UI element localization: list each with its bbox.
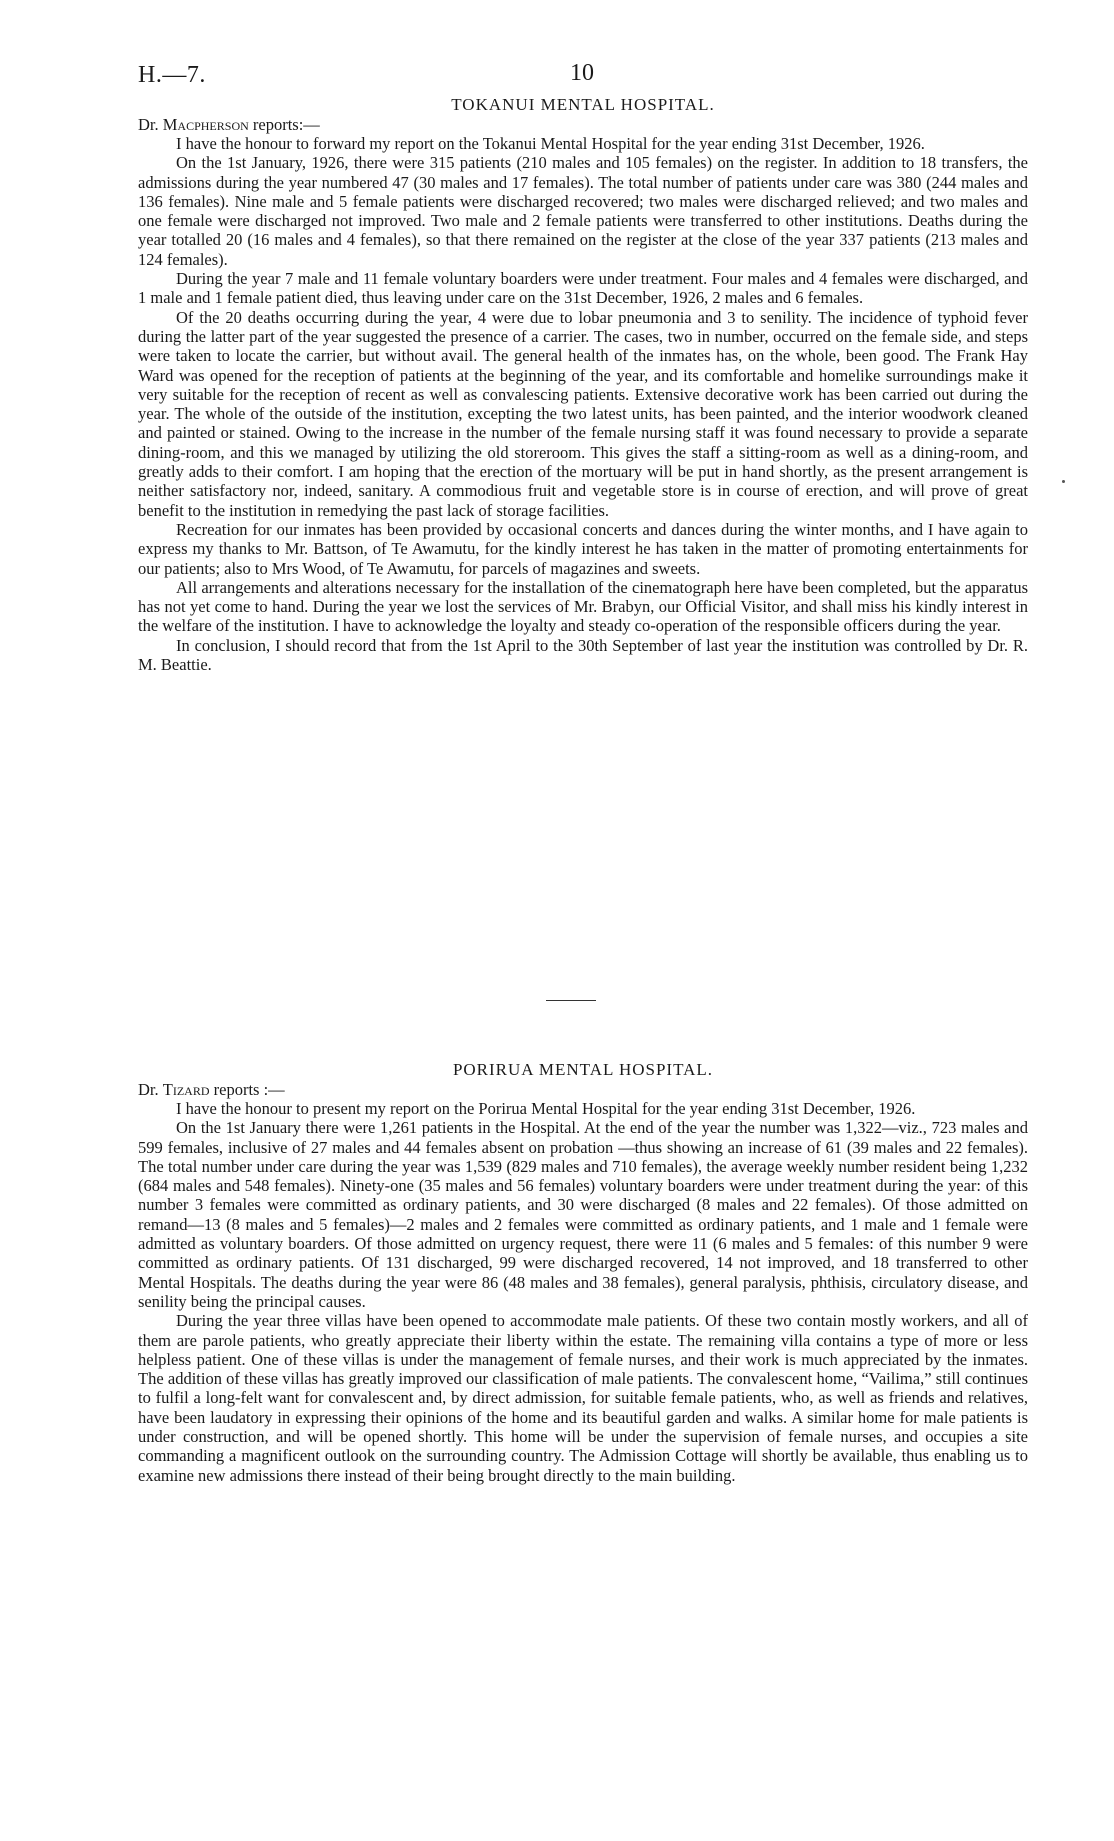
tokanui-title: TOKANUI MENTAL HOSPITAL. [451,95,715,114]
porirua-paragraph: On the 1st January there were 1,261 patients in the Hospital. At the end of the year the number was 1,322—viz., 723 males and 599 females, inclusive of 27 males and 44 females absent on probation —thus showing an increase of 61 (39 males and 22 females). The total number under care during the year was 1,539 (829 males and 710 females), the average weekly number resident being 1,232 (684 males and 548 females). Ninety-one (35 males and 56 females) voluntary boarders were under treatment during the year: of this number 3 females were committed as ordinary patients, and 30 were discharged (8 males and 22 females). Of those admitted on remand—13 (8 males and 5 females)—2 males and 2 females were committed as ordinary patients, and 1 male and 1 female were admitted as voluntary boarders. Of those admitted on urgency request, there were 11 (6 males and 5 females: of this number 9 were committed as ordinary patients. Of 131 discharged, 99 were discharged recovered, 14 not improved, and 18 transferred to other Mental Hospitals. The deaths during the year were 86 (48 males and 38 females), general paralysis, phthisis, circulatory disease, and senility being the principal causes. [138,1118,1028,1311]
tokanui-section [138,95,1028,674]
tokanui-paragraph: Of the 20 deaths occurring during the year, 4 were due to lobar pneumonia and 3 to senility. The incidence of typhoid fever during the latter part of the year suggested the presence of a carrier. The cases, two in number, occurred on the female side, and steps were taken to locate the carrier, but without avail. The general health of the inmates has, on the whole, been good. The Frank Hay Ward was opened for the reception of patients at the beginning of the year, and its comfortable and homelike surroundings make it very suitable for the reception of recent as well as convalescing patients. Extensive decorative work has been carried out during the year. The whole of the outside of the institution, excepting the two latest units, has been painted, and the interior woodwork cleaned and painted or stained. Owing to the increase in the number of the female nursing staff it was found necessary to provide a separate dining-room, and this we managed by utilizing the old storeroom. This gives the staff a sitting-room as well as a dining-room, and greatly adds to their comfort. I am hoping that the erection of the mortuary will be put in hand shortly, as the present arrangement is neither satisfactory nor, indeed, sanitary. A commodious fruit and vegetable store is in course of erection, and will prove of great benefit to the institution in remedying the past lack of storage facilities. [138,307,1028,520]
document-reference: H.—7. [138,62,206,88]
tokanui-paragraph: All arrangements and alterations necessary for the installation of the cinematograph here have been completed, but the apparatus has not yet come to hand. During the year we lost the services of Mr. Brabyn, our Official Visitor, and shall miss his kindly interest in the welfare of the institution. I have to acknowledge the loyalty and steady co-operation of the responsible officers during the year. [138,577,1028,636]
reporter-suffix: reports :— [209,1080,285,1099]
porirua-section [138,1060,1028,1485]
porirua-title: PORIRUA MENTAL HOSPITAL. [452,1060,714,1079]
porirua-paragraph: During the year three villas have been opened to accommodate male patients. Of these two contain mostly workers, and all of them are parole patients, who greatly appreciate their liberty within the estate. The remaining villa contains a type of more or less helpless patient. One of these villas is under the management of female nurses, and their work is much appreciated by the inmates. The addition of these villas has greatly improved our classification of male patients. The convalescent home, “Vailima,” still continues to fulfil a long-felt want for convalescent and, by direct admission, for suitable female patients, who, as well as friends and relatives, have been laudatory in expressing their opinions of the home and its beautiful garden and walks. A similar home for male patients is under construction, and will be opened shortly. This home will be under the supervision of female nurses, and occupies a site commanding a magnificent outlook on the surrounding country. The Admission Cottage will shortly be available, thus enabling us to examine new admissions there instead of their being brought directly to the main building. [138,1311,1028,1485]
reporter-prefix: Dr. [138,115,163,134]
reporter-prefix: Dr. [138,1080,163,1099]
tokanui-reporter [138,115,1028,134]
scan-speck [1062,480,1065,483]
porirua-reporter [138,1080,1028,1099]
tokanui-paragraph: In conclusion, I should record that from the 1st April to the 30th September of last year the institution was controlled by Dr. R. M. Beattie. [138,635,1028,675]
tokanui-paragraph: On the 1st January, 1926, there were 315 patients (210 males and 105 females) on the register. In addition to 18 transfers, the admissions during the year numbered 47 (30 males and 17 females). The total number of patients under care was 380 (244 males and 136 females). Nine male and 5 female patients were discharged recovered; two males were discharged relieved; and two males and one female were discharged not improved. Two male and 2 female patients were transferred to other institutions. Deaths during the year totalled 20 (16 males and 4 females), so that there remained on the register at the close of the year 337 patients (213 males and 124 females). [138,153,1028,269]
section-divider [546,1000,596,1001]
reporter-name: Macpherson [162,115,249,134]
page-number: 10 [570,60,594,86]
tokanui-paragraph: During the year 7 male and 11 female voluntary boarders were under treatment. Four males and 4 females were discharged, and 1 male and 1 female patient died, thus leaving under care on the 31st December, 1926, 2 males and 6 females. [138,269,1028,308]
tokanui-paragraph: Recreation for our inmates has been provided by occasional concerts and dances during the winter months, and I have again to express my thanks to Mr. Battson, of Te Awamutu, for the kindly interest he has taken in the matter of promoting entertainments for our patients; also to Mrs Wood, of Te Awamutu, for parcels of magazines and sweets. [138,519,1028,578]
tokanui-paragraph: I have the honour to forward my report on the Tokanui Mental Hospital for the year ending 31st December, 1926. [176,134,925,153]
porirua-paragraph: I have the honour to present my report on the Porirua Mental Hospital for the year ending 31st December, 1926. [176,1099,916,1118]
reporter-name: Tizard [162,1080,210,1099]
reporter-suffix: reports:— [248,115,320,134]
